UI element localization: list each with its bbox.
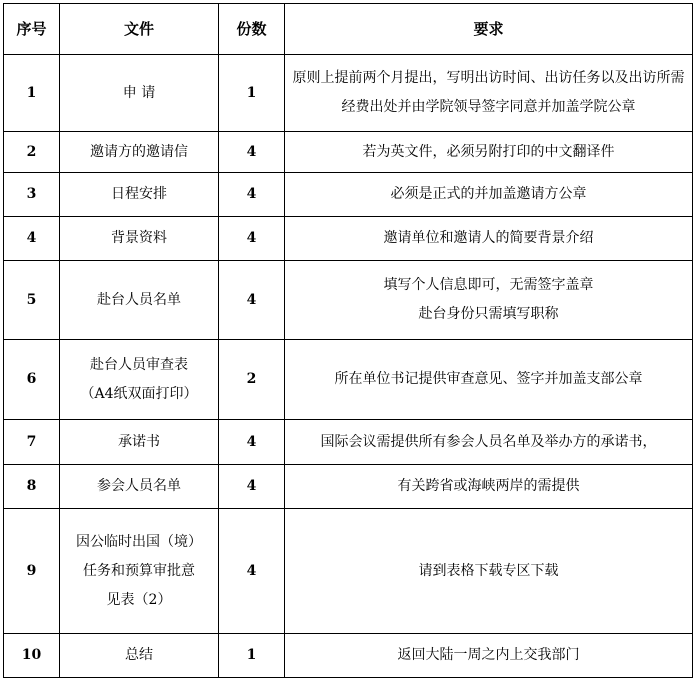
cell-copies: 1 <box>219 634 285 678</box>
cell-index: 1 <box>4 55 60 132</box>
cell-requirement: 有关跨省或海峡两岸的需提供 <box>285 465 693 509</box>
cell-document: 邀请方的邀请信 <box>60 132 219 173</box>
table-row <box>4 634 693 678</box>
table-row <box>4 55 693 132</box>
cell-index: 10 <box>4 634 60 678</box>
cell-document: 日程安排 <box>60 173 219 217</box>
table-row <box>4 340 693 420</box>
cell-index: 7 <box>4 420 60 465</box>
cell-index: 4 <box>4 217 60 261</box>
cell-requirement: 必须是正式的并加盖邀请方公章 <box>285 173 693 217</box>
cell-index: 2 <box>4 132 60 173</box>
cell-requirement: 请到表格下载专区下载 <box>285 509 693 634</box>
table-row <box>4 132 693 173</box>
cell-copies: 4 <box>219 465 285 509</box>
cell-copies: 4 <box>219 261 285 340</box>
cell-requirement: 若为英文件，必须另附打印的中文翻译件 <box>285 132 693 173</box>
table-row <box>4 173 693 217</box>
table-row <box>4 465 693 509</box>
header-copies: 份数 <box>219 4 285 55</box>
cell-copies: 4 <box>219 420 285 465</box>
table-header-row <box>4 4 693 55</box>
cell-requirement: 邀请单位和邀请人的简要背景介绍 <box>285 217 693 261</box>
cell-document: 因公临时出国（境） 任务和预算审批意 见表（2） <box>60 509 219 634</box>
header-index: 序号 <box>4 4 60 55</box>
cell-copies: 4 <box>219 132 285 173</box>
cell-index: 8 <box>4 465 60 509</box>
requirements-table <box>3 3 693 678</box>
cell-document: 承诺书 <box>60 420 219 465</box>
table-row <box>4 509 693 634</box>
table-row <box>4 217 693 261</box>
cell-requirement: 原则上提前两个月提出，写明出访时间、出访任务以及出访所需经费出处并由学院领导签字同意并加盖学院公章 <box>285 55 693 132</box>
header-requirement: 要求 <box>285 4 693 55</box>
table-body <box>4 55 693 678</box>
cell-copies: 2 <box>219 340 285 420</box>
cell-copies: 4 <box>219 509 285 634</box>
cell-requirement: 返回大陆一周之内上交我部门 <box>285 634 693 678</box>
header-document: 文件 <box>60 4 219 55</box>
cell-requirement: 国际会议需提供所有参会人员名单及举办方的承诺书， <box>285 420 693 465</box>
cell-index: 3 <box>4 173 60 217</box>
cell-requirement: 填写个人信息即可，无需签字盖章 赴台身份只需填写职称 <box>285 261 693 340</box>
cell-document: 总结 <box>60 634 219 678</box>
cell-index: 6 <box>4 340 60 420</box>
cell-document: 申 请 <box>60 55 219 132</box>
cell-index: 9 <box>4 509 60 634</box>
cell-document: 赴台人员名单 <box>60 261 219 340</box>
cell-copies: 1 <box>219 55 285 132</box>
cell-document: 参会人员名单 <box>60 465 219 509</box>
cell-document: 背景资料 <box>60 217 219 261</box>
table-row <box>4 420 693 465</box>
cell-copies: 4 <box>219 217 285 261</box>
cell-document: 赴台人员审查表 （A4纸双面打印） <box>60 340 219 420</box>
cell-index: 5 <box>4 261 60 340</box>
table-row <box>4 261 693 340</box>
cell-copies: 4 <box>219 173 285 217</box>
cell-requirement: 所在单位书记提供审查意见、签字并加盖支部公章 <box>285 340 693 420</box>
